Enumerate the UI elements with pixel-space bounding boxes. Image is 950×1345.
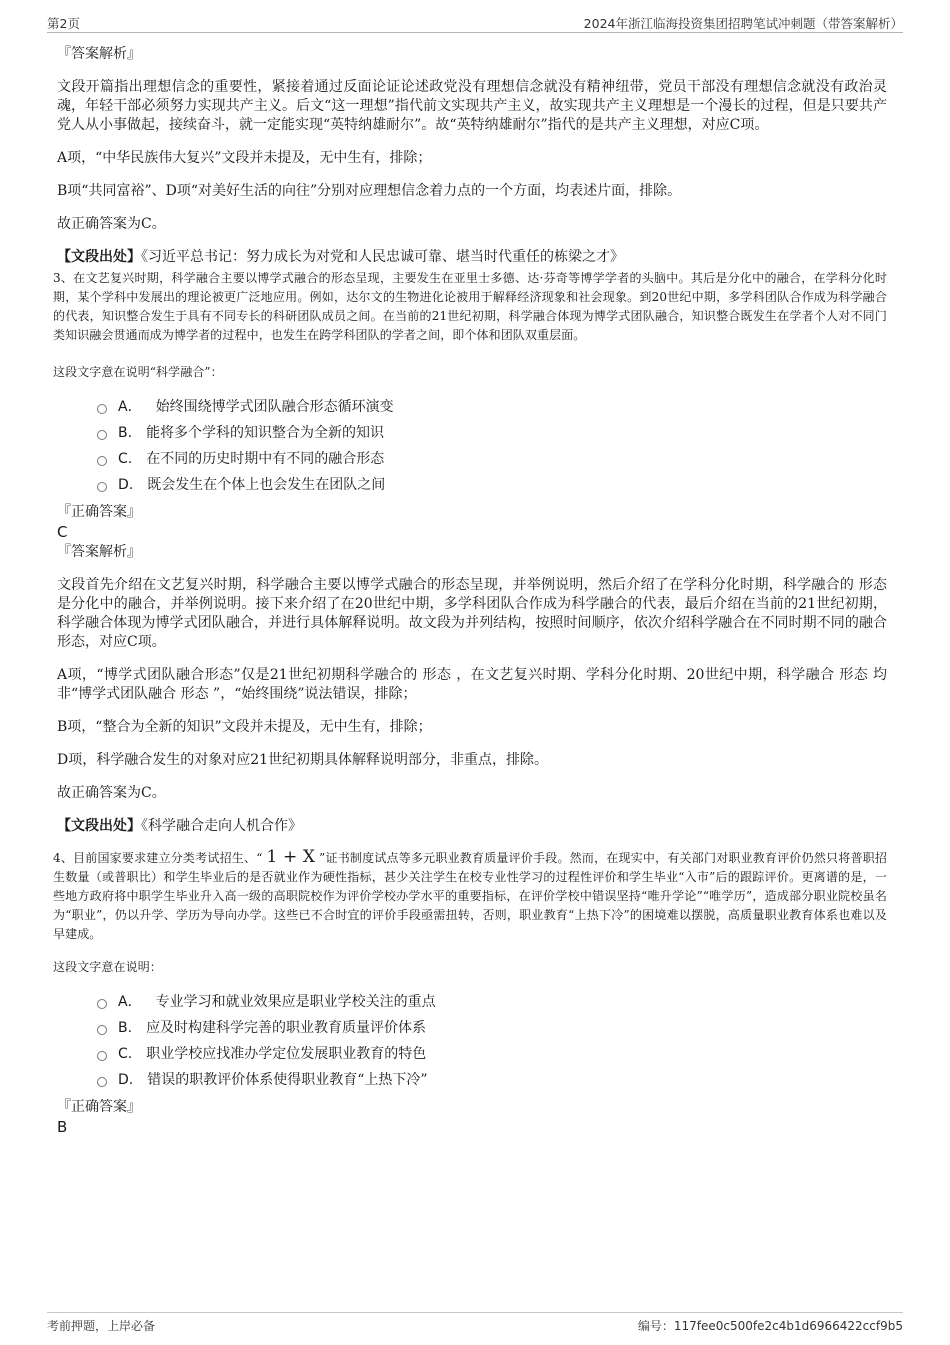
analysis-label: 『答案解析』 bbox=[57, 544, 141, 560]
analysis-label: 『答案解析』 bbox=[57, 46, 141, 62]
question-4-stem-start: 4、目前国家要求建立分类考试招生、“ bbox=[53, 851, 263, 865]
option-text: 职业学校应找准办学定位发展职业教育的特色 bbox=[146, 1046, 427, 1062]
correct-answer: C bbox=[57, 523, 68, 541]
page-number: 第2页 bbox=[47, 16, 80, 31]
radio-icon[interactable] bbox=[97, 999, 107, 1009]
option-letter: D. bbox=[118, 1072, 134, 1088]
option-text: 错误的职教评价体系使得职业教育“上热下冷” bbox=[147, 1072, 428, 1088]
analysis-paragraph: A项，“中华民族伟大复兴”文段并未提及，无中生有，排除； bbox=[57, 150, 432, 166]
radio-icon[interactable] bbox=[97, 404, 107, 414]
analysis-paragraph: 文段开篇指出理想信念的重要性，紧接着通过反面论证论述政党没有理想信念就没有精神纽带，党员干部没有理想信念就没有政治灵魂，年轻干部必须努力实现共产主义。后文“这一理想”指代前文实现共产主义，故实现共产主义理想是一个漫长的过程，但是只要共产党人从小事做起，接续奋斗，就一定能实现“英特纳雄耐尔”。故“英特纳雄耐尔”指代的是共产主义理想，对应C项。 bbox=[57, 79, 887, 133]
question-4-option-c[interactable] bbox=[97, 1041, 887, 1067]
option-text: 既会发生在个体上也会发生在团队之间 bbox=[147, 477, 386, 493]
radio-icon[interactable] bbox=[97, 1077, 107, 1087]
source-label: 【文段出处】 bbox=[57, 818, 141, 834]
radio-icon[interactable] bbox=[97, 482, 107, 492]
source-line bbox=[57, 817, 887, 836]
question-4-options bbox=[97, 989, 887, 1093]
option-text: 始终围绕博学式团队融合形态循环演变 bbox=[155, 399, 394, 415]
question-3-option-d[interactable] bbox=[97, 472, 887, 498]
radio-icon[interactable] bbox=[97, 1025, 107, 1035]
question-3-option-c[interactable] bbox=[97, 446, 887, 472]
question-4-option-d[interactable] bbox=[97, 1067, 887, 1093]
radio-icon[interactable] bbox=[97, 1051, 107, 1061]
correct-answer-label: 『正确答案』 bbox=[57, 1099, 141, 1115]
formula: 1 + X bbox=[266, 847, 316, 867]
analysis-paragraph: 故正确答案为C。 bbox=[57, 785, 166, 801]
question-4-stem bbox=[53, 848, 887, 944]
analysis-paragraph: D项，科学融合发生的对象对应21世纪初期具体解释说明部分，非重点，排除。 bbox=[57, 752, 549, 768]
page-header bbox=[47, 12, 903, 33]
option-letter: D. bbox=[118, 477, 134, 493]
question-4-option-a[interactable] bbox=[97, 989, 887, 1015]
source-label: 【文段出处】 bbox=[57, 249, 141, 265]
question-4-option-b[interactable] bbox=[97, 1015, 887, 1041]
option-letter: B. bbox=[118, 425, 133, 441]
source-text: 《科学融合走向人机合作》 bbox=[141, 818, 302, 834]
source-line bbox=[57, 248, 887, 267]
radio-icon[interactable] bbox=[97, 456, 107, 466]
question-3-option-a[interactable] bbox=[97, 394, 887, 420]
option-letter: C. bbox=[118, 451, 133, 467]
footer-slogan: 考前押题，上岸必备 bbox=[47, 1319, 156, 1333]
option-text: 能将多个学科的知识整合为全新的知识 bbox=[146, 425, 385, 441]
question-3-option-b[interactable] bbox=[97, 420, 887, 446]
correct-answer: B bbox=[57, 1118, 68, 1136]
question-4-prompt: 这段文字意在说明： bbox=[53, 960, 162, 974]
analysis-paragraph: B项“共同富裕”、D项“对美好生活的向往”分别对应理想信念着力点的一个方面，均表述片面，排除。 bbox=[57, 183, 682, 199]
question-4-stem-rest: ”证书制度试点等多元职业教育质量评价手段。然而，在现实中，有关部门对职业教育评价仍然只将普职招生数量（或普职比）和学生毕业后的是否就业作为硬性指标，甚少关注学生在校专业性学习的过程性评价和学生毕业“入市”后的跟踪评价。更离谱的是，一些地方政府将中职学生毕业升入高一级的高职院校作为评价学校办学水平的重要指标，在评价学校中错误坚持“唯升学论”“唯学历”，造成部分职业院校虽名为“职业”，仍以升学、学历为导向办学。这些已不合时宜的评价手段亟需扭转，否则，职业教育“上热下冷”的困境难以摆脱，高质量职业教育体系也难以及早建成。 bbox=[53, 851, 887, 941]
option-letter: A． bbox=[118, 994, 142, 1010]
option-text: 在不同的历史时期中有不同的融合形态 bbox=[146, 451, 385, 467]
analysis-paragraph: A项，“博学式团队融合形态”仅是21世纪初期科学融合的 形态 ，在文艺复兴时期、学科分化时期、20世纪中期，科学融合 形态 均非“博学式团队融合 形态 ”，“始终围绕”说法错误，排除； bbox=[57, 667, 887, 702]
correct-answer-label: 『正确答案』 bbox=[57, 504, 141, 520]
question-3-prompt: 这段文字意在说明“科学融合”： bbox=[53, 365, 223, 379]
option-text: 专业学习和就业效果应是职业学校关注的重点 bbox=[155, 994, 436, 1010]
option-letter: B. bbox=[118, 1020, 133, 1036]
source-text: 《习近平总书记：努力成长为对党和人民忠诚可靠、堪当时代重任的栋梁之才》 bbox=[141, 249, 624, 265]
analysis-paragraph: 故正确答案为C。 bbox=[57, 216, 166, 232]
question-3-options bbox=[97, 394, 887, 498]
document-title: 2024年浙江临海投资集团招聘笔试冲刺题（带答案解析） bbox=[583, 16, 903, 31]
radio-icon[interactable] bbox=[97, 430, 107, 440]
option-letter: C. bbox=[118, 1046, 133, 1062]
option-text: 应及时构建科学完善的职业教育质量评价体系 bbox=[146, 1020, 427, 1036]
analysis-paragraph: 文段首先介绍在文艺复兴时期，科学融合主要以博学式融合的形态呈现，并举例说明，然后介绍了在学科分化时期，科学融合的 形态 是分化中的融合，并举例说明。接下来介绍了在20世纪中期，多学科团队合作成为科学融合的代表，最后介绍在当前的21世纪初期，科学融合体现为博学式团队融合，并进行具体解释说明。故文段为并列结构，按照时间顺序，依次介绍科学融合在不同时期不同的融合形态，对应C项。 bbox=[57, 577, 887, 650]
analysis-paragraph: B项，“整合为全新的知识”文段并未提及，无中生有，排除； bbox=[57, 719, 432, 735]
document-id: 编号：117fee0c500fe2c4b1d6966422ccf9b5 bbox=[637, 1319, 903, 1333]
question-3-stem: 3、在文艺复兴时期，科学融合主要以博学式融合的形态呈现，主要发生在亚里士多德、达·芬奇等博学学者的头脑中。其后是分化中的融合，在学科分化时期，某个学科中发展出的理论被更广泛地应用。例如，达尔文的生物进化论被用于解释经济现象和社会现象。到20世纪中期，多学科团队合作成为科学融合的代表，知识整合发生于具有不同专长的科研团队成员之间。在当前的21世纪初期，科学融合体现为博学式团队融合，知识整合既发生在学者个人对不同门类知识融会贯通而成为博学者的过程中，也发生在跨学科团队的学者之间，即个体和团队双重层面。 bbox=[53, 271, 887, 342]
page-content bbox=[53, 44, 887, 1137]
option-letter: A． bbox=[118, 399, 142, 415]
page-footer bbox=[47, 1312, 903, 1337]
